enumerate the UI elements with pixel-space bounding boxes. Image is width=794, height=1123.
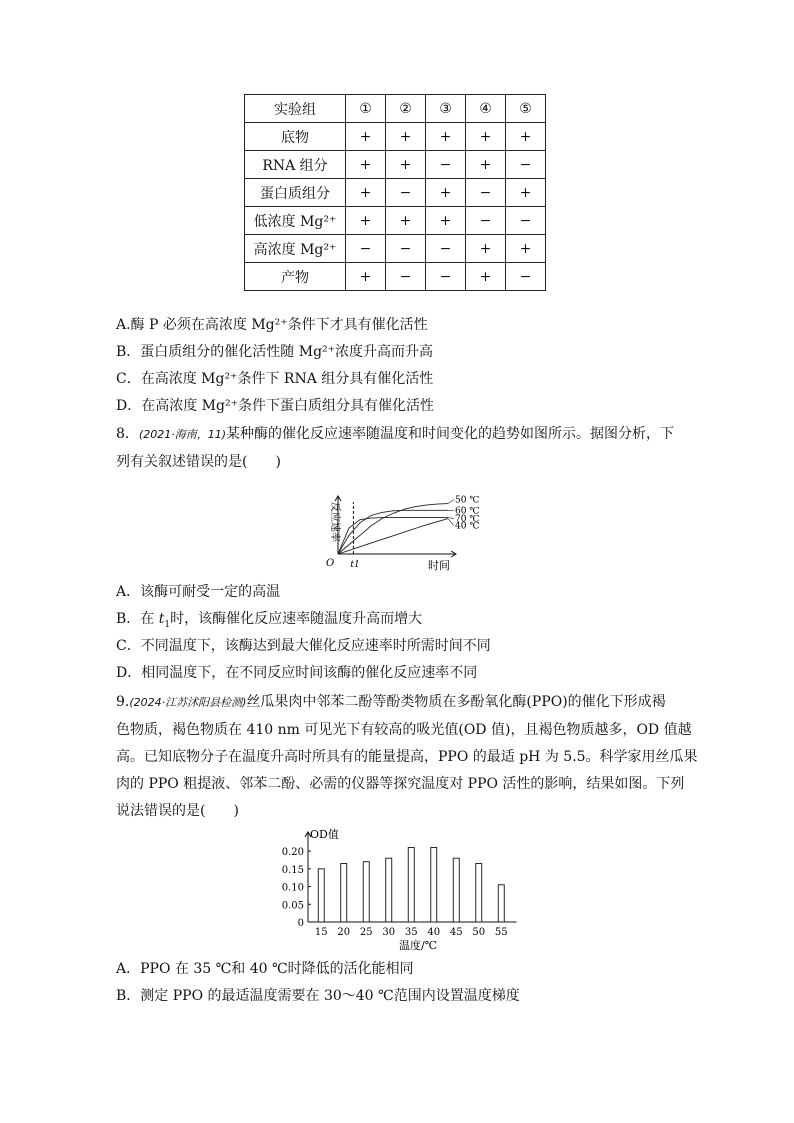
- x-tick-label: 20: [337, 927, 351, 938]
- table-cell: +: [346, 263, 386, 291]
- table-cell: +: [466, 263, 506, 291]
- table-cell: +: [346, 151, 386, 179]
- table-cell: +: [506, 123, 546, 151]
- q9-stem-line-3: 高。已知底物分子在温度升高时所具有的能量提高，PPO 的最适 pH 为 5.5。科学家用丝瓜果: [116, 749, 698, 765]
- table-header-cell: ④: [466, 95, 506, 123]
- q8-option-c: C．不同温度下，该酶达到最大催化反应速率时所需时间不同: [116, 638, 491, 654]
- series-leader-line: [448, 500, 454, 504]
- series-line-60c: [338, 510, 448, 554]
- q9-stem-line-1: [116, 692, 666, 713]
- q9-number: 9.: [116, 694, 130, 710]
- y-axis-label: 反应速率: [329, 502, 340, 542]
- series-leader-line: [448, 519, 454, 526]
- table-header-cell: ②: [386, 95, 426, 123]
- bar-30: [386, 858, 392, 922]
- q7-option-b: B．蛋白质组分的催化活性随 Mg²⁺浓度升高而升高: [116, 344, 434, 360]
- q8-number: 8．: [116, 426, 139, 442]
- table-header-cell: ⑤: [506, 95, 546, 123]
- q9-source: (2024·江苏沭阳县检测): [129, 696, 247, 709]
- table-header-row: [245, 95, 546, 123]
- series-label: 60 ℃: [455, 506, 480, 517]
- table-cell: +: [426, 207, 466, 235]
- table-row: [245, 151, 546, 179]
- q7-option-c: C．在高浓度 Mg²⁺条件下 RNA 组分具有催化活性: [116, 371, 434, 387]
- q8-source: (2021·海南，11): [138, 428, 226, 441]
- q8-option-a: A．该酶可耐受一定的高温: [116, 584, 281, 600]
- reaction-rate-line-chart: [316, 488, 480, 578]
- od-value-bar-chart: [270, 826, 530, 954]
- bar-55: [498, 885, 504, 922]
- table-cell: −: [346, 235, 386, 263]
- table-header-cell: ①: [346, 95, 386, 123]
- q9-stem-line-2: 色物质，褐色物质在 410 nm 可见光下有较高的吸光值(OD 值)，且褐色物质越多，OD 值越: [116, 722, 692, 738]
- x-tick-label: 55: [494, 927, 508, 938]
- q9-option-a: A．PPO 在 35 ℃和 40 ℃时降低的活化能相同: [116, 961, 414, 977]
- x-tick-label: 30: [382, 927, 396, 938]
- table-row: [245, 179, 546, 207]
- bar-45: [453, 858, 459, 922]
- q8-option-b-prefix: B．在: [116, 611, 159, 627]
- table-cell: +: [346, 123, 386, 151]
- bar-15: [318, 869, 324, 922]
- bar-20: [341, 864, 347, 923]
- x-tick-label: 40: [427, 927, 441, 938]
- q8-option-b: [116, 609, 422, 635]
- q8-option-b-subscript: 1: [164, 619, 171, 630]
- table-row: [245, 207, 546, 235]
- table-cell: +: [466, 123, 506, 151]
- q9-stem-line-5: 说法错误的是( ): [116, 803, 239, 819]
- table-cell: −: [506, 263, 546, 291]
- q9-option-b: B．测定 PPO 的最适温度需要在 30～40 ℃范围内设置温度梯度: [116, 988, 520, 1004]
- q8-stem-line-1: [116, 424, 674, 445]
- x-tick-label: 25: [359, 927, 373, 938]
- table-row: [245, 263, 546, 291]
- y-tick-label: 0.10: [281, 882, 304, 894]
- x-tick-label: 50: [472, 927, 486, 938]
- table-cell: −: [426, 235, 466, 263]
- table-cell: +: [506, 179, 546, 207]
- table-cell: −: [506, 151, 546, 179]
- q9-stem-text: 丝瓜果肉中邻苯二酚等酚类物质在多酚氧化酶(PPO)的催化下形成褐: [246, 694, 666, 710]
- table-cell: +: [426, 123, 466, 151]
- table-cell: −: [506, 207, 546, 235]
- table-header-cell: 实验组: [245, 95, 346, 123]
- table-cell: +: [386, 151, 426, 179]
- table-cell: +: [346, 179, 386, 207]
- y-tick-label: 0.05: [281, 900, 304, 912]
- q8-option-b-text: 时，该酶催化反应速率随温度升高而增大: [170, 611, 423, 627]
- table-cell: +: [386, 123, 426, 151]
- row-label: 底物: [245, 123, 346, 151]
- y-tick-label: 0: [297, 918, 304, 929]
- q9-stem-line-4: 肉的 PPO 粗提液、邻苯二酚、必需的仪器等探究温度对 PPO 活性的影响，结果如图。下列: [116, 776, 685, 792]
- origin-label: O: [326, 558, 335, 569]
- table-cell: −: [386, 235, 426, 263]
- series-leader-line: [448, 518, 454, 519]
- table-cell: −: [466, 207, 506, 235]
- q8-stem-text: 某种酶的催化反应速率随温度和时间变化的趋势如图所示。据图分析，下: [226, 426, 674, 442]
- table-row: [245, 235, 546, 263]
- y-axis-label: OD值: [310, 828, 339, 841]
- q8-option-b-variable: t: [158, 611, 165, 627]
- bar-35: [408, 848, 414, 922]
- y-tick-label: 0.20: [281, 847, 304, 859]
- row-label: 低浓度 Mg²⁺: [245, 207, 346, 235]
- table-cell: +: [466, 151, 506, 179]
- q7-option-a: A.酶 P 必须在高浓度 Mg²⁺条件下才具有催化活性: [116, 317, 428, 333]
- bar-50: [476, 864, 482, 923]
- row-label: 蛋白质组分: [245, 179, 346, 207]
- row-label: RNA 组分: [245, 151, 346, 179]
- x-axis-label: 温度/℃: [398, 939, 438, 952]
- table-cell: −: [426, 263, 466, 291]
- table-cell: +: [346, 207, 386, 235]
- row-label: 高浓度 Mg²⁺: [245, 235, 346, 263]
- q8-stem-line-2: 列有关叙述错误的是( ): [116, 454, 281, 470]
- table-cell: −: [386, 263, 426, 291]
- series-label: 40 ℃: [455, 521, 480, 532]
- x-tick-label: 35: [404, 927, 418, 938]
- bar-40: [431, 848, 437, 922]
- x-tick-label: 15: [314, 927, 328, 938]
- bar-25: [363, 862, 369, 922]
- x-axis-label: 时间: [428, 559, 450, 572]
- table-cell: +: [426, 179, 466, 207]
- q8-option-d: D．相同温度下，在不同反应时间该酶的催化反应速率不同: [116, 665, 478, 681]
- table-cell: −: [426, 151, 466, 179]
- table-cell: +: [466, 235, 506, 263]
- table-cell: +: [386, 207, 426, 235]
- series-label: 50 ℃: [455, 495, 480, 506]
- x-tick-label: 45: [449, 927, 463, 938]
- series-label: 70 ℃: [455, 514, 480, 525]
- table-row: [245, 123, 546, 151]
- row-label: 产物: [245, 263, 346, 291]
- q7-option-d: D．在高浓度 Mg²⁺条件下蛋白质组分具有催化活性: [116, 398, 434, 414]
- table-cell: −: [386, 179, 426, 207]
- table-cell: +: [506, 235, 546, 263]
- t1-label: t1: [350, 560, 360, 570]
- y-tick-label: 0.15: [281, 864, 304, 876]
- experiment-table: [244, 94, 546, 291]
- table-header-cell: ③: [426, 95, 466, 123]
- table-cell: −: [466, 179, 506, 207]
